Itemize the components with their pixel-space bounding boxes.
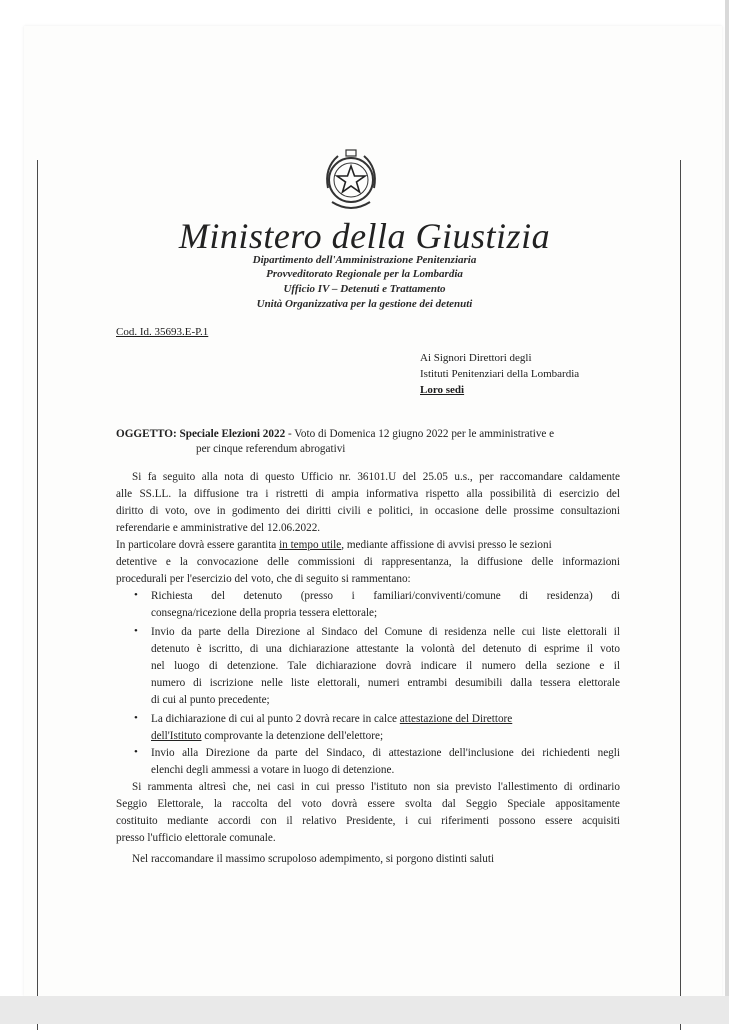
recipient-line-2: Istituti Penitenziari della Lombardia bbox=[420, 368, 580, 380]
bullet-2-line-2: detenuto è iscritto, di una dichiarazione attestante la volontà del detenuto di esprime il voto bbox=[151, 643, 620, 655]
screen-top-bar bbox=[0, 0, 729, 28]
paragraph-1-line-3: diritto di voto, ove in godimento dei diritti civili e politici, in occasione delle prossime consultazioni bbox=[116, 505, 620, 517]
bullet-3-start: La dichiarazione di cui al punto 2 dovrà recare in calce bbox=[151, 713, 400, 725]
paragraph-2-underlined: in tempo utile bbox=[279, 539, 342, 551]
paragraph-3-line-1: Si rammenta altresì che, nei casi in cui presso l'istituto non sia previsto l'allestimento di ordinario bbox=[132, 781, 620, 793]
screen-bottom-bar bbox=[0, 996, 729, 1024]
bullet-3-line-2 bbox=[151, 729, 383, 743]
subject-rest-1: - Voto di Domenica 12 giugno 2022 per le amministrative e bbox=[285, 428, 555, 440]
paragraph-2-start: In particolare dovrà essere garantita bbox=[116, 539, 280, 551]
recipient-line-1: Ai Signori Direttori degli bbox=[420, 352, 532, 364]
bullet-3-end: comprovante la detenzione dell'elettore; bbox=[201, 730, 384, 742]
bullet-2-line-5: di cui al punto precedente; bbox=[151, 694, 270, 706]
bullet-2-line-3: nel luogo di detenzione. Tale dichiarazione dovrà indicare il numero della sezione e il bbox=[151, 660, 620, 672]
subject-label: OGGETTO: bbox=[116, 428, 177, 440]
subject-rest-2: per cinque referendum abrogativi bbox=[196, 443, 346, 455]
bullet-2-line-1: Invio da parte della Direzione al Sindaco del Comune di residenza nelle cui liste elettorali il bbox=[151, 626, 620, 638]
bullet-1-line-1: Richiesta del detenuto (presso i familiari/conviventi/comune di residenza) di bbox=[151, 590, 620, 602]
bullet-dot-3: • bbox=[134, 712, 138, 724]
paragraph-3-line-2: Seggio Elettorale, la raccolta del voto dovrà essere svolta dal Seggio Speciale appositamente bbox=[116, 798, 620, 810]
unita-line: Unità Organizzativa per la gestione dei detenuti bbox=[256, 298, 473, 310]
bullet-4-line-1: Invio alla Direzione da parte del Sindaco, di attestazione dell'inclusione dei richiedenti negli bbox=[151, 747, 620, 759]
paragraph-1-line-4: referendarie e amministrative del 12.06.2022. bbox=[116, 522, 321, 534]
bullet-dot-1: • bbox=[134, 589, 138, 601]
bullet-4-line-2: elenchi degli ammessi a votare in luogo di detenzione. bbox=[151, 764, 395, 776]
subject-line bbox=[116, 427, 554, 441]
paragraph-1-line-2: alle SS.LL. la diffusione tra i ristretti di ampia informativa rispetto alla possibilità di esercizio del bbox=[116, 488, 620, 500]
bullet-dot-2: • bbox=[134, 625, 138, 637]
provveditorato-line: Provveditorato Regionale per la Lombardia bbox=[266, 268, 463, 280]
bullet-1-line-2: consegna/ricezione della propria tessera elettorale; bbox=[151, 607, 378, 619]
ufficio-line: Ufficio IV – Detenuti e Trattamento bbox=[283, 283, 446, 295]
bullet-3-underlined-2: dell'Istituto bbox=[151, 730, 202, 742]
paragraph-3-line-3: costituito mediante accordi con il relativo Presidente, i cui riferimenti possono essere acquisiti bbox=[116, 815, 620, 827]
bullet-3-underlined-1: attestazione del Direttore bbox=[399, 713, 513, 725]
paragraph-2-end: , mediante affissione di avvisi presso le sezioni bbox=[341, 539, 552, 551]
department-line: Dipartimento dell'Amministrazione Penitenziaria bbox=[252, 254, 477, 266]
recipient-line-3: Loro sedi bbox=[420, 384, 465, 396]
subject-title: Speciale Elezioni 2022 bbox=[179, 428, 286, 440]
ministry-title: Ministero della Giustizia bbox=[178, 216, 551, 256]
document-code: Cod. Id. 35693.E-P.1 bbox=[116, 326, 209, 338]
closing-line: Nel raccomandare il massimo scrupoloso adempimento, si porgono distinti saluti bbox=[132, 853, 495, 865]
paragraph-2-line-2: detentive e la convocazione delle commissioni di rappresentanza, la diffusione delle informazioni bbox=[116, 556, 620, 568]
paragraph-2-line-1 bbox=[116, 538, 620, 552]
paragraph-2-line-3: procedurali per l'esercizio del voto, che di seguito si rammentano: bbox=[116, 573, 411, 585]
paragraph-3-line-4: presso l'ufficio elettorale comunale. bbox=[116, 832, 276, 844]
screen-right-edge bbox=[725, 0, 729, 1024]
bullet-2-line-4: numero di iscrizione nelle liste elettorali, numeri entrambi desumibili dalla tessera elettorale bbox=[151, 677, 620, 689]
paragraph-1-line-1: Si fa seguito alla nota di questo Ufficio nr. 36101.U del 25.05 u.s., per raccomandare caldamente bbox=[132, 471, 620, 483]
bullet-dot-4: • bbox=[134, 746, 138, 758]
bullet-3-line-1 bbox=[151, 712, 512, 726]
